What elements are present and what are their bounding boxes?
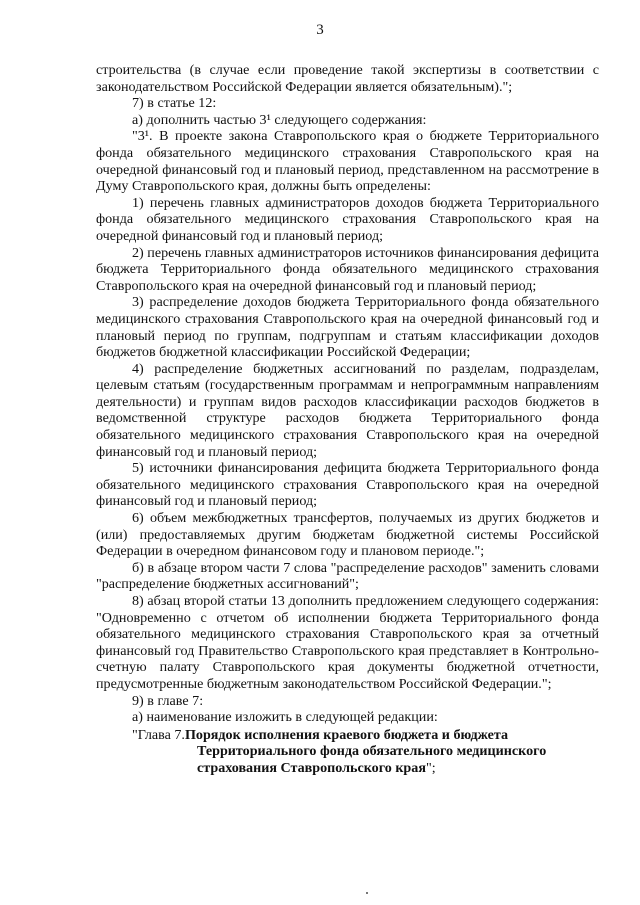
paragraph: а) дополнить частью 3¹ следующего содержания:	[132, 111, 427, 128]
chapter-prefix: "Глава 7.	[132, 726, 185, 743]
chapter-title-line: Порядок исполнения краевого бюджета и бюджета	[184, 726, 509, 743]
paragraph: строительства (в случае если проведение такой экспертизы в соответствии с законодательством Российской Федерации является обязательным).";	[96, 62, 599, 95]
list-item: 3) распределение доходов бюджета Территориального фонда обязательного медицинского страхования Ставропольского края на очередной финансовый год и плановый период по группам, подгруппам и статьям классификации доходов бюджетов бюджетной классификации Российской Федерации;	[96, 294, 599, 361]
page-number: 3	[316, 22, 324, 38]
list-item: 5) источники финансирования дефицита бюджета Территориального фонда обязательного медицинского страхования Ставропольского края на очередной финансовый год и плановый период;	[96, 460, 599, 510]
chapter-heading	[96, 727, 599, 777]
paragraph: б) в абзаце втором части 7 слова "распределение расходов" заменить словами "распределение бюджетных ассигнований";	[96, 559, 599, 593]
paragraph: 8) абзац второй статьи 13 дополнить предложением следующего содержания: "Одновременно с отчетом об исполнении бюджета Территориального фонда обязательного медицинского страхования Ставропольского края за отчетный финансовый год Правительство Ставропольского края представляет в Контрольно-счетную палату Ставропольского края документы бюджетной отчетности, предусмотренные бюджетным законодательством Российской Федерации.";	[96, 593, 599, 692]
chapter-title-line: Территориального фонда обязательного медицинского	[197, 743, 547, 760]
chapter-title-line: страхования Ставропольского края	[197, 759, 426, 776]
list-item: 1) перечень главных администраторов доходов бюджета Территориального фонда обязательного медицинского страхования Ставропольского края на очередной финансовый год и плановый период;	[96, 194, 599, 244]
paragraph: "3¹. В проекте закона Ставропольского края о бюджете Территориального фонда обязательного медицинского страхования Ставропольского края на очередной финансовый год и плановый период, представленном на рассмотрение в Думу Ставропольского края, должны быть определены:	[96, 128, 599, 195]
list-item: 6) объем межбюджетных трансфертов, получаемых из других бюджетов и (или) предоставляемых другим бюджетам бюджетной системы Российской Федерации в очередном финансовом году и плановом периоде.";	[96, 510, 599, 560]
paragraph: а) наименование изложить в следующей редакции:	[132, 709, 438, 726]
list-item: 2) перечень главных администраторов источников финансирования дефицита бюджета Территориального фонда обязательного медицинского страхования Ставропольского края на очередной финансовый год и плановый период;	[96, 244, 599, 294]
paragraph: 9) в главе 7:	[132, 692, 204, 709]
chapter-suffix: ";	[425, 759, 436, 776]
scan-mark	[366, 892, 368, 894]
paragraph: 7) в статье 12:	[132, 95, 217, 112]
document-body	[96, 62, 599, 777]
list-item: 4) распределение бюджетных ассигнований по разделам, подразделам, целевым статьям (государственным программам и непрограммным направлениям деятельности) и группам видов расходов классификации расходов бюджетов в ведомственной структуре расходов бюджета Территориального фонда обязательного медицинского страхования Ставропольского края на очередной финансовый год и плановый период;	[96, 360, 599, 460]
